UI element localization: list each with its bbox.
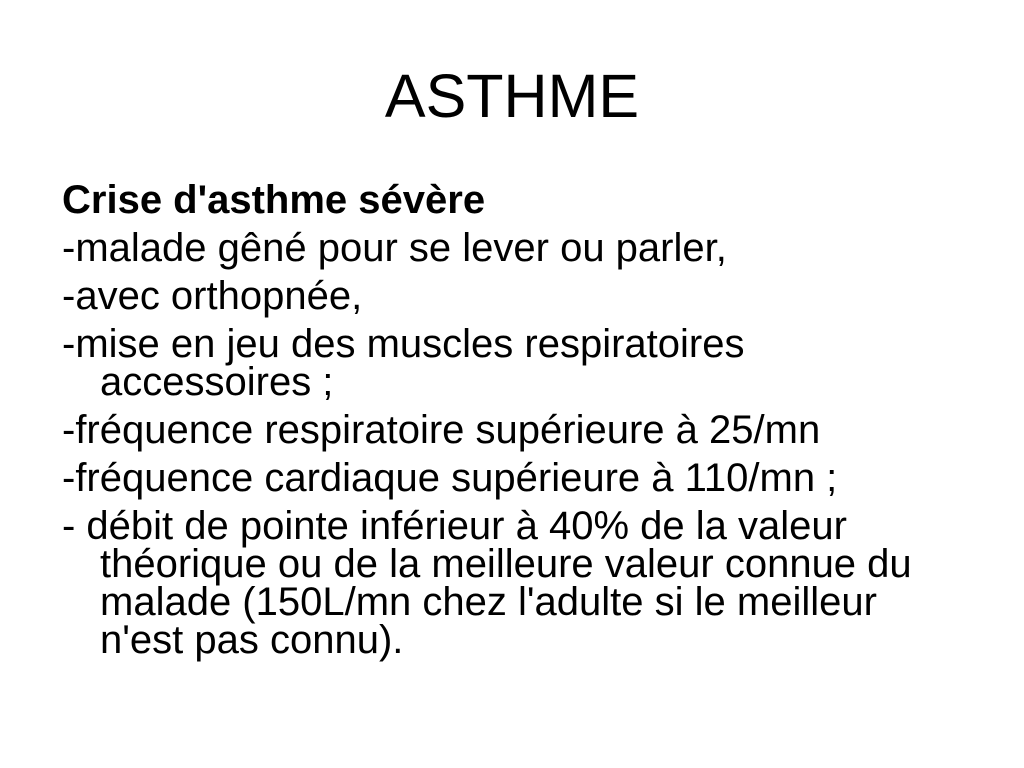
list-item	[62, 408, 1002, 452]
list-item	[62, 456, 1002, 500]
list-item-line-continuation: accessoires ;	[100, 360, 334, 404]
list-item-line: -fréquence respiratoire supérieure à 25/mn	[62, 408, 821, 452]
list-item-line: -malade gêné pour se lever ou parler,	[62, 226, 727, 270]
list-item	[62, 322, 1002, 404]
section-heading-paragraph	[62, 178, 1002, 222]
slide-title: ASTHME	[384, 62, 640, 130]
section-heading: Crise d'asthme sévère	[62, 178, 486, 222]
slide-body	[62, 178, 1002, 669]
list-item-line: -mise en jeu des muscles respiratoires	[62, 322, 745, 366]
list-item-line-continuation: théorique ou de la meilleure valeur connue du	[100, 542, 912, 586]
list-item	[62, 274, 1002, 318]
list-item-line-continuation: malade (150L/mn chez l'adulte si le meilleur	[100, 580, 877, 624]
list-item-line: -fréquence cardiaque supérieure à 110/mn ;	[62, 456, 838, 500]
list-item-line: - débit de pointe inférieur à 40% de la valeur	[62, 504, 847, 548]
list-item	[62, 504, 1002, 662]
list-item	[62, 226, 1002, 270]
list-item-line: -avec orthopnée,	[62, 274, 363, 318]
list-item-line-continuation: n'est pas connu).	[100, 618, 404, 662]
